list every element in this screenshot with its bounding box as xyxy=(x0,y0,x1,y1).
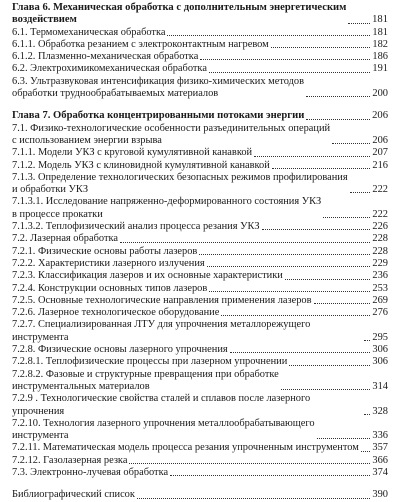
toc-entry xyxy=(12,76,388,101)
toc-entry-title: 7.2.12. Газолазерная резка xyxy=(12,454,128,466)
toc-entry-title: 7.2.8.1. Теплофизические процессы при лазерном упрочнении xyxy=(12,356,288,368)
toc-entry-title: 7.1.3. Определение технологических безопасных режимов профилирования и обработки УКЗ xyxy=(12,171,348,196)
toc-page-number: 306 xyxy=(372,344,388,356)
toc-dot-leader xyxy=(364,414,370,415)
toc-entry-title: Библиографический список xyxy=(12,489,135,501)
toc-page-number: 328 xyxy=(372,405,388,417)
toc-entry-title: 7.2.1. Физические основы работы лазеров xyxy=(12,245,198,257)
toc-entry xyxy=(12,356,388,368)
toc-entry xyxy=(12,295,388,307)
toc-page-number: 182 xyxy=(372,38,388,50)
toc-dot-leader xyxy=(200,59,370,60)
toc-dot-leader xyxy=(137,498,370,499)
toc-dot-leader xyxy=(262,229,371,230)
toc-entry xyxy=(12,196,388,221)
toc-entry xyxy=(12,442,388,454)
toc-page-number: 206 xyxy=(372,110,388,122)
toc-entry-title: 7.1.3.2. Теплофизический анализ процесса резания УКЗ xyxy=(12,221,260,233)
toc-entry-title: 7.2.5. Основные технологические направления применения лазеров xyxy=(12,294,312,306)
toc-entry xyxy=(12,283,388,295)
toc-dot-leader xyxy=(230,352,371,353)
toc-page-number: 206 xyxy=(372,134,388,146)
toc-page-number: 216 xyxy=(372,159,388,171)
toc-dot-leader xyxy=(323,217,370,218)
toc-entry xyxy=(12,123,388,148)
toc-entry-title: 7.2.2. Характеристики лазерного излучения xyxy=(12,257,205,269)
toc-entry-title: 7.2.8.2. Фазовые и структурные превращения при обработке инструментальных материалов xyxy=(12,368,279,392)
toc-entry xyxy=(12,63,388,75)
toc-dot-leader xyxy=(289,365,370,366)
toc-page-number: 374 xyxy=(372,466,388,478)
toc-page-number: 207 xyxy=(372,147,388,159)
toc-page-number: 236 xyxy=(372,270,388,282)
toc-chapter-entry xyxy=(12,2,388,27)
toc-page-number: 191 xyxy=(372,63,388,75)
toc-entry-title: 6.1.1. Обработка резанием с электроконтактным нагревом xyxy=(12,38,269,50)
toc-page-number: 226 xyxy=(372,221,388,233)
toc-page-number: 306 xyxy=(372,356,388,368)
toc-entry xyxy=(12,489,388,501)
toc-entry-title: Глава 7. Обработка концентрированными потоками энергии xyxy=(12,110,305,122)
toc-entry-title: 6.1.2. Плазменно-механическая обработка xyxy=(12,51,199,63)
toc-dot-leader xyxy=(120,242,370,243)
toc-entry-title: 7.2.6. Лазерное технологическое оборудование xyxy=(12,307,220,319)
toc-entry xyxy=(12,27,388,39)
toc-entry-title: 7.1. Физико-технологические особенности разъединительных операций с использованием энергии взрыва xyxy=(12,122,331,146)
toc-entry-title: 7.2.9 . Технологические свойства сталей и сплавов после лазерного упрочнения xyxy=(12,393,313,417)
toc-page-number: 390 xyxy=(372,489,388,501)
toc-entry-title: 7.2.3. Классификация лазеров и их основные характеристики xyxy=(12,270,283,282)
toc-entry xyxy=(12,418,388,443)
toc-dot-leader xyxy=(348,23,370,24)
toc-entry xyxy=(12,160,388,172)
toc-dot-leader xyxy=(129,463,370,464)
toc-dot-leader xyxy=(167,35,370,36)
toc-page-number: 295 xyxy=(372,331,388,343)
toc-entry xyxy=(12,455,388,467)
toc-page-number: 229 xyxy=(372,257,388,269)
toc-entry xyxy=(12,258,388,270)
toc-entry xyxy=(12,369,388,394)
toc-page-number: 228 xyxy=(372,245,388,257)
toc-dot-leader xyxy=(317,438,371,439)
toc-page-number: 276 xyxy=(372,307,388,319)
toc-entry-title: 7.3. Электронно-лучевая обработка xyxy=(12,466,169,478)
toc-entry-title: 6.1. Термомеханическая обработка xyxy=(12,26,166,38)
toc-entry-title: 7.2.10. Технология лазерного упрочнения металлообрабатывающего инструмента xyxy=(12,417,315,442)
toc-entry-title: 7.2.4. Конструкции основных типов лазеров xyxy=(12,282,208,294)
toc-entry xyxy=(12,307,388,319)
toc-entry xyxy=(12,147,388,159)
toc-page-number: 314 xyxy=(372,380,388,392)
toc-entry xyxy=(12,172,388,197)
table-of-contents xyxy=(12,2,388,502)
toc-dot-leader xyxy=(199,254,370,255)
toc-entry xyxy=(12,233,388,245)
toc-entry-title: 6.3. Ультразвуковая интенсификация физико-химических методов обработки труднообрабатываемых материалов xyxy=(12,75,305,100)
toc-page-number: 366 xyxy=(372,454,388,466)
toc-entry-title: 7.2.8. Физические основы лазерного упрочнения xyxy=(12,344,228,356)
toc-dot-leader xyxy=(306,96,370,97)
toc-dot-leader xyxy=(361,451,371,452)
toc-dot-leader xyxy=(306,119,370,120)
toc-page-number: 269 xyxy=(372,294,388,306)
toc-entry-title: 6.2. Электрохимикомеханическая обработка xyxy=(12,63,207,75)
toc-entry-title: 7.2.7. Специализированная ЛТУ для упрочнения металлорежущего инструмента xyxy=(12,319,313,343)
toc-entry xyxy=(12,270,388,282)
toc-dot-leader xyxy=(281,389,371,390)
toc-chapter-entry xyxy=(12,110,388,122)
toc-page-number: 222 xyxy=(372,184,388,196)
toc-page-number: 336 xyxy=(372,430,388,442)
toc-entry-title: 7.1.2. Модель УКЗ с клиновидной кумулятивной канавкой xyxy=(12,159,270,171)
toc-entry-title: 7.1.3.1. Исследование напряженно-деформированного состояния УКЗ в процессе прокатки xyxy=(12,196,322,220)
toc-dot-leader xyxy=(350,192,371,193)
toc-dot-leader xyxy=(332,143,370,144)
toc-dot-leader xyxy=(207,266,371,267)
toc-entry xyxy=(12,221,388,233)
toc-dot-leader xyxy=(254,156,370,157)
toc-page-number: 186 xyxy=(372,51,388,63)
toc-entry xyxy=(12,393,388,418)
toc-dot-leader xyxy=(209,72,370,73)
toc-page-number: 200 xyxy=(372,88,388,100)
toc-entry xyxy=(12,319,388,344)
toc-page-number: 357 xyxy=(372,442,388,454)
toc-dot-leader xyxy=(314,303,371,304)
toc-dot-leader xyxy=(170,475,370,476)
toc-entry xyxy=(12,246,388,258)
toc-entry xyxy=(12,467,388,479)
toc-entry-title: Глава 6. Механическая обработка с дополнительным энергетическим воздействием xyxy=(12,2,347,26)
toc-entry-title: 7.1.1. Модели УКЗ с круговой кумулятивной канавкой xyxy=(12,147,253,159)
toc-page-number: 222 xyxy=(372,208,388,220)
toc-entry xyxy=(12,344,388,356)
toc-page-number: 181 xyxy=(372,26,388,38)
toc-dot-leader xyxy=(285,279,371,280)
toc-dot-leader xyxy=(272,168,371,169)
toc-dot-leader xyxy=(221,315,370,316)
toc-entry-title: 7.2. Лазерная обработка xyxy=(12,233,118,245)
toc-entry xyxy=(12,51,388,63)
toc-dot-leader xyxy=(364,340,370,341)
toc-page-number: 253 xyxy=(372,282,388,294)
toc-page-number: 228 xyxy=(372,233,388,245)
toc-dot-leader xyxy=(209,291,370,292)
toc-page-number: 181 xyxy=(372,14,388,26)
toc-dot-leader xyxy=(271,47,371,48)
toc-entry xyxy=(12,39,388,51)
toc-entry-title: 7.2.11. Математическая модель процесса резания упрочненным инструментом xyxy=(12,442,359,454)
